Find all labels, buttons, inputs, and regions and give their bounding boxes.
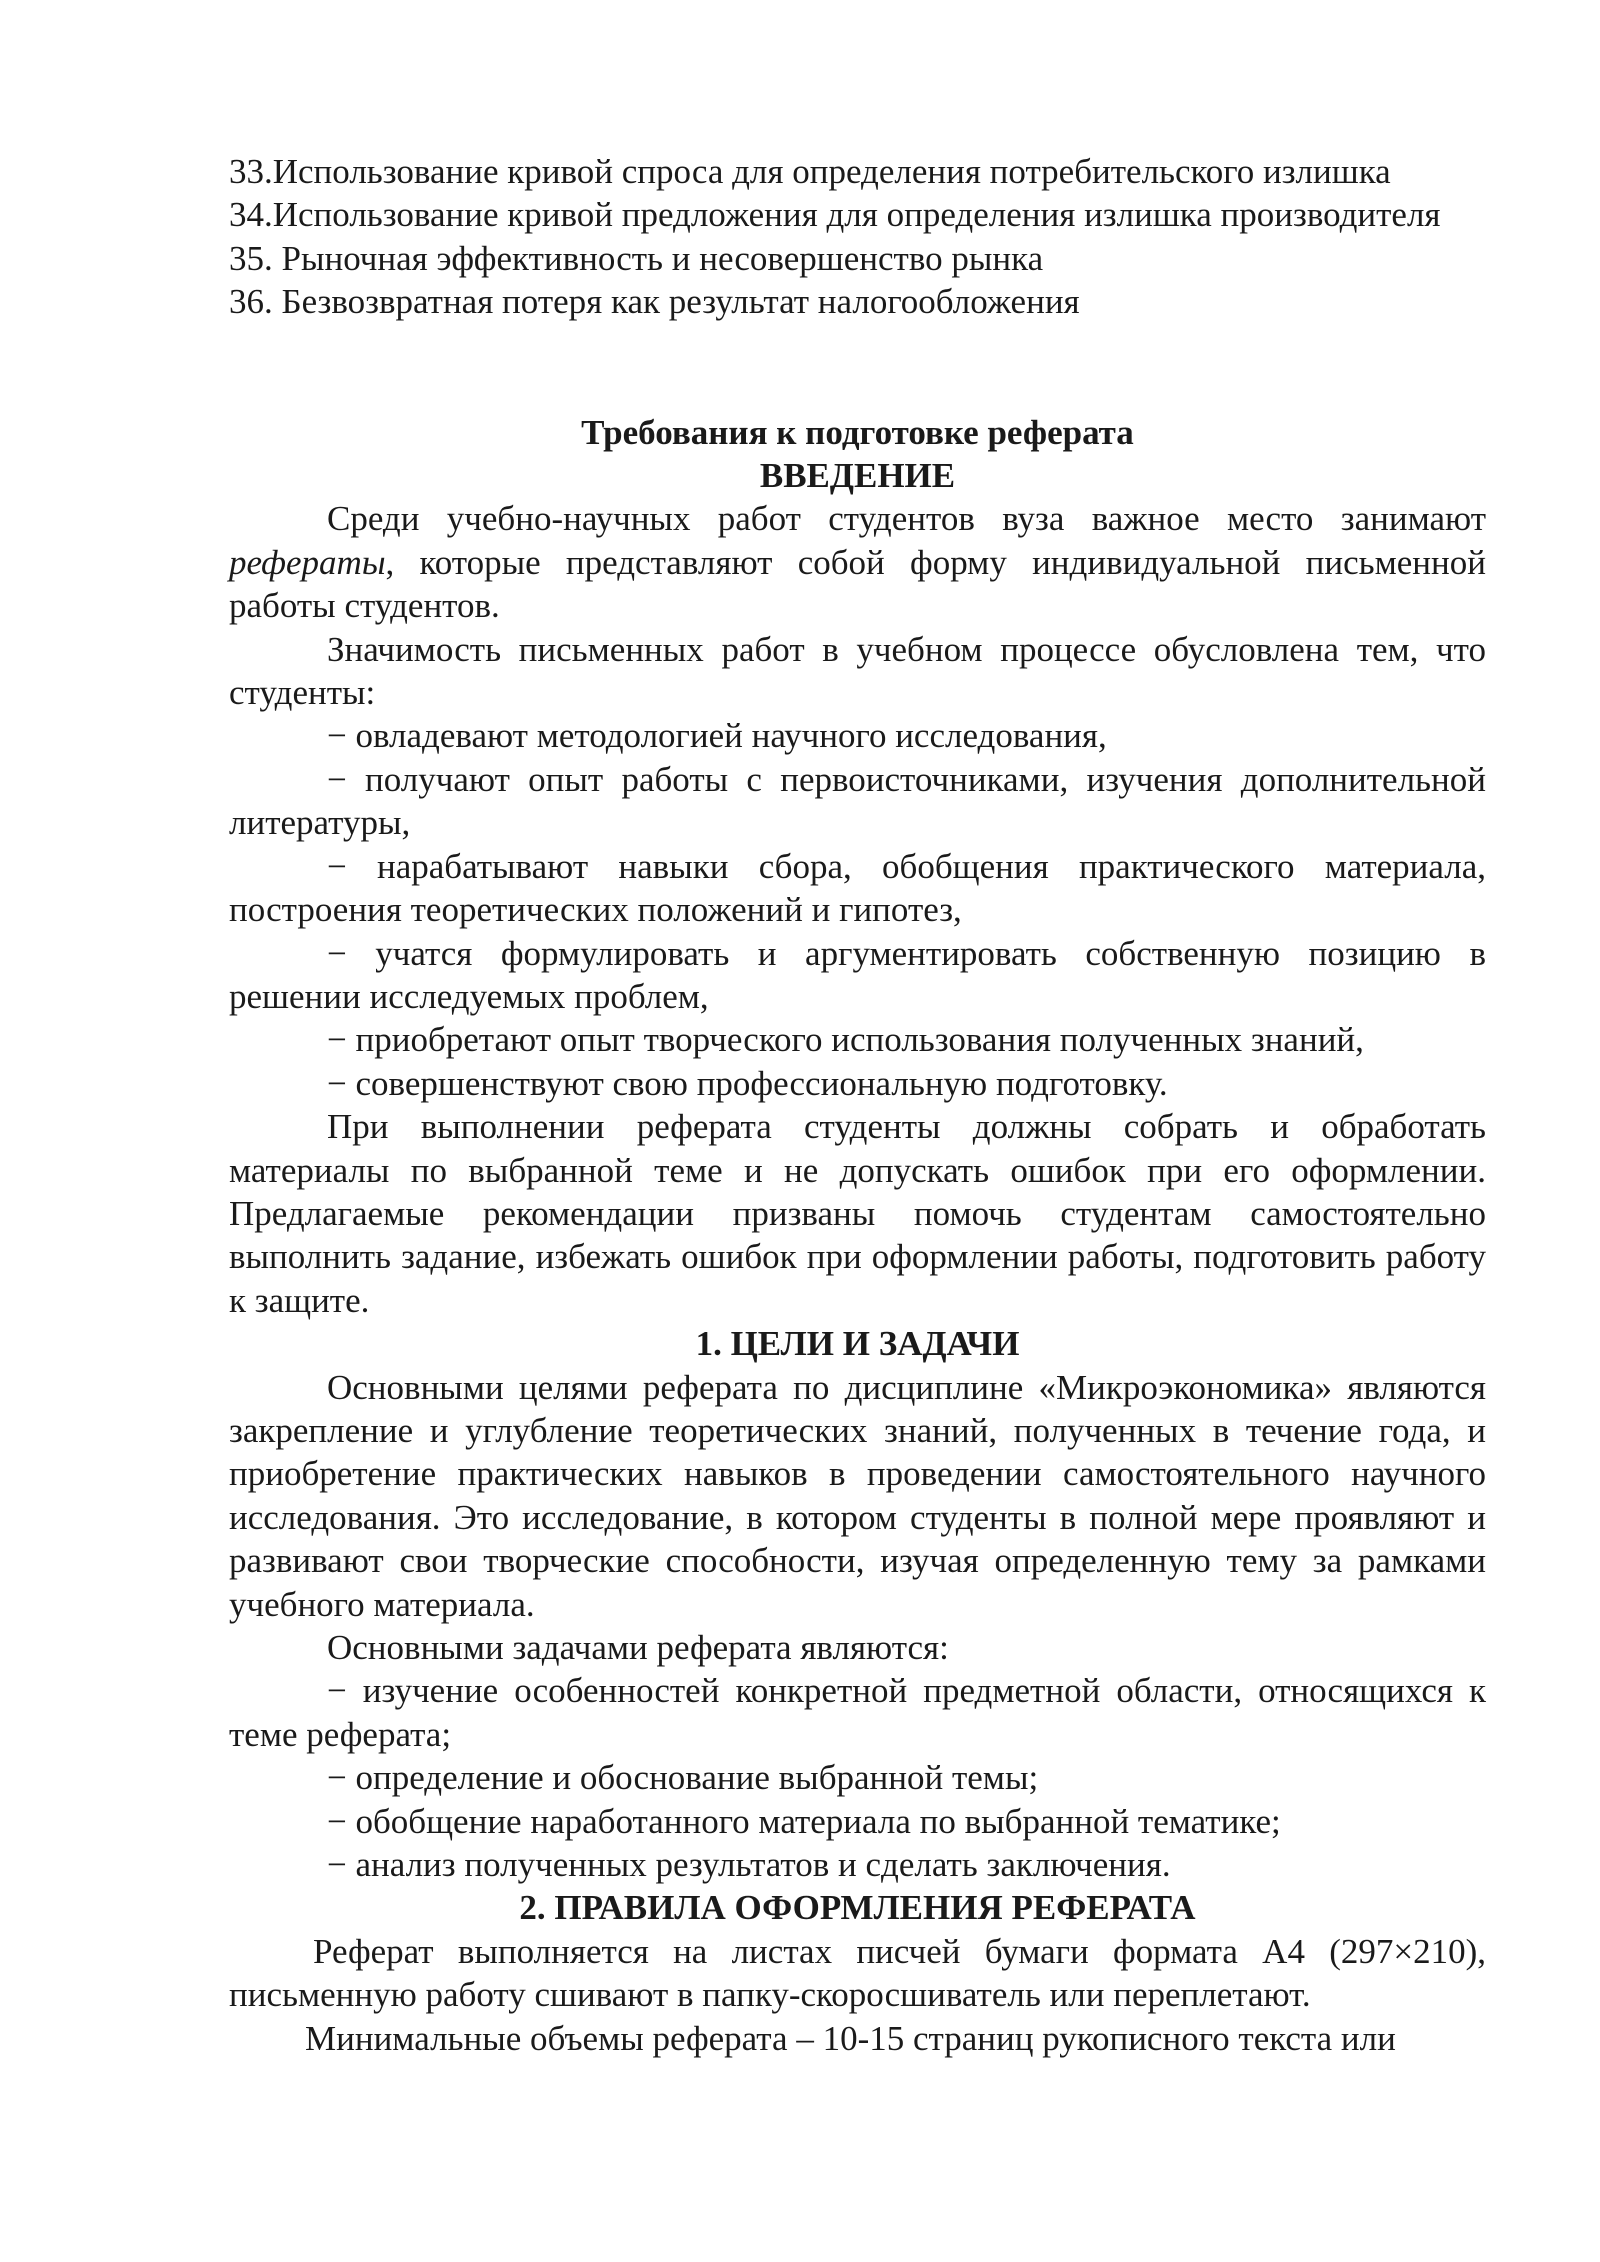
intro-paragraph-3: При выполнении реферата студенты должны собрать и обработать материалы по выбранной теме и не допускать ошибок при его оформлении. Предлагаемые рекомендации призваны помочь студентам самостоятельно выполнить задание, избежать ошибок при оформлении работы, подготовить работу к защите. [229,1107,1486,1320]
section-1-bullet: − изучение особенностей конкретной предметной области, относящихся к теме реферата; [229,1671,1486,1754]
topic-36: 36. Безвозвратная потеря как результат налогообложения [229,282,1080,322]
intro-p1-text-end: , которые представляют собой форму индивидуальной письменной работы студентов. [229,542,1486,626]
section-2-heading: 2. ПРАВИЛА ОФОРМЛЕНИЯ РЕФЕРАТА [519,1888,1196,1928]
intro-paragraph-1 [229,497,1486,627]
intro-p1-text: Среди учебно-научных работ студентов вуза важное место занимают [327,499,1486,539]
topic-33: 33.Использование кривой спроса для определения потребительского излишка [229,152,1391,191]
requirements-title: Требования к подготовке реферата [581,412,1134,452]
intro-bullet: − овладевают методологией научного исследования, [327,716,1107,756]
topic-35: 35. Рыночная эффективность и несовершенство рынка [229,238,1044,278]
spacer [229,324,1486,411]
intro-bullet: − совершенствуют свою профессиональную подготовку. [327,1063,1168,1103]
intro-bullet: − получают опыт работы с первоисточниками, изучения дополнительной литературы, [229,759,1486,843]
section-1-bullet: − обобщение наработанного материала по выбранной тематике; [327,1801,1281,1841]
section-1-paragraph-1: Основными целями реферата по дисциплине «Микроэкономика» являются закрепление и углубление теоретических знаний, полученных в течение года, и приобретение практических навыков в проведении самостоятельного научного исследования. Это исследование, в котором студенты в полной мере проявляют и развивают свои творческие способности, изучая определенную тему за рамками учебного материала. [229,1367,1486,1624]
intro-bullet: − приобретают опыт творческого использования полученных знаний, [327,1020,1364,1060]
intro-heading: ВВЕДЕНИЕ [759,456,956,496]
section-1-heading: 1. ЦЕЛИ И ЗАДАЧИ [695,1324,1020,1364]
section-1-bullet: − анализ полученных результатов и сделать заключения. [327,1845,1171,1885]
section-1-bullet: − определение и обоснование выбранной темы; [327,1758,1039,1798]
section-2-paragraph-1: Реферат выполняется на листах писчей бумаги формата А4 (297×210), письменную работу сшивают в папку-скоросшиватель или переплетают. [229,1931,1486,2015]
intro-bullet: − нарабатывают навыки сбора, обобщения практического материала, построения теоретических положений и гипотез, [229,846,1486,930]
intro-p1-italic: рефераты [229,542,386,582]
intro-bullet: − учатся формулировать и аргументировать собственную позицию в решении исследуемых проблем, [229,933,1486,1016]
section-2-paragraph-2: Минимальные объемы реферата – 10-15 страниц рукописного текста или [305,2018,1396,2058]
section-1-paragraph-2: Основными задачами реферата являются: [327,1628,949,1667]
intro-paragraph-2: Значимость письменных работ в учебном процессе обусловлена тем, что студенты: [229,629,1486,713]
topic-34: 34.Использование кривой предложения для определения излишка производителя [229,195,1441,235]
